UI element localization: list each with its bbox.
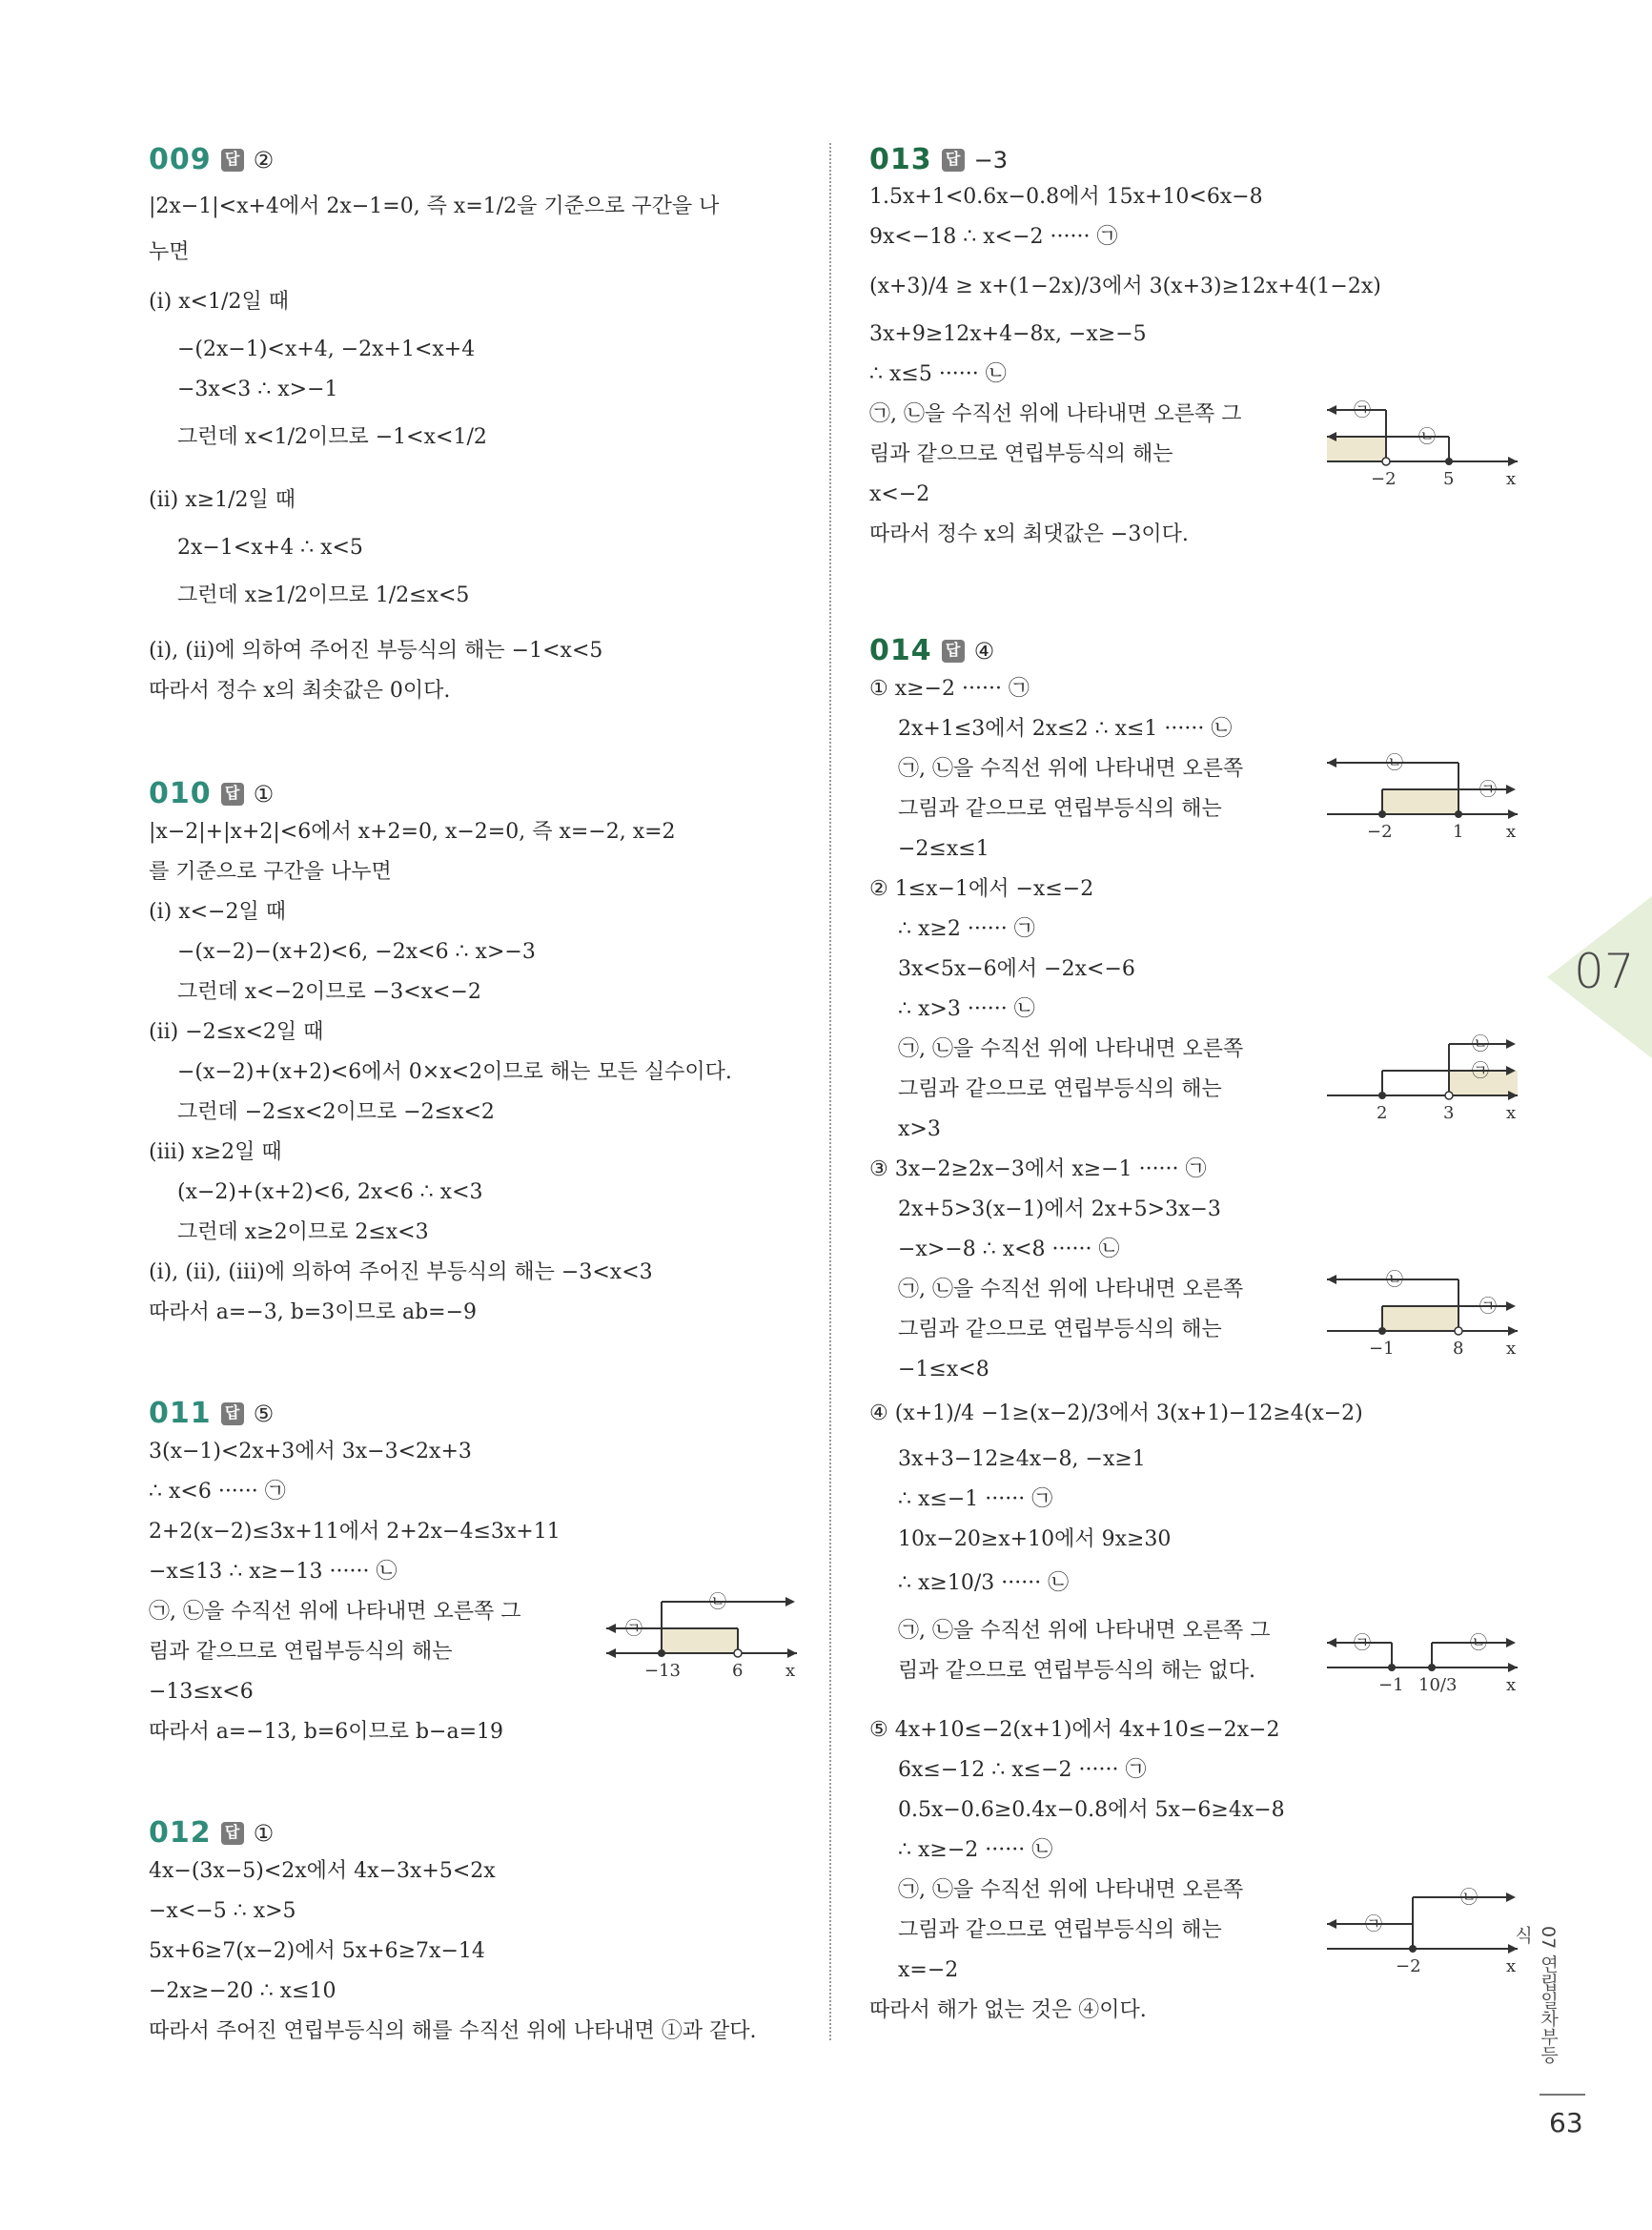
label-c2: ㉡ <box>1470 1633 1487 1653</box>
answer-badge: 답 <box>221 149 244 172</box>
number-line-014-1 <box>1327 753 1527 849</box>
text-line: 그런데 x≥1/2이므로 1/2≤x<5 <box>177 583 470 607</box>
text-line: 6x≤−12 ∴ x≤−2 ······ ㉠ <box>898 1758 1147 1782</box>
text-line: 4x−(3x−5)<2x에서 4x−3x+5<2x <box>149 1859 496 1883</box>
arrow-icon <box>1506 1301 1516 1311</box>
text-line: 그림과 같으므로 연립부등식의 해는 <box>898 1077 1222 1101</box>
text-line: 그런데 −2≤x<2이므로 −2≤x<2 <box>177 1100 495 1124</box>
arrow-icon <box>1506 1638 1516 1647</box>
solution-region <box>1382 1306 1458 1331</box>
answer-badge: 답 <box>942 640 965 663</box>
text-line: ㉠, ㉡을 수직선 위에 나타내면 오른쪽 <box>898 1278 1244 1301</box>
arrow-icon <box>1327 1638 1336 1647</box>
label-c2: ㉠ <box>1472 1061 1489 1081</box>
answer-value: −3 <box>973 146 1009 174</box>
tick-label: 6 <box>732 1661 744 1681</box>
solution-region <box>662 1628 738 1653</box>
problem-013-header <box>869 143 1008 176</box>
text-line: 3x+3−12≥4x−8, −x≥1 <box>898 1447 1146 1471</box>
answer-value: ① <box>253 780 275 808</box>
text-line: 5x+6≥7(x−2)에서 5x+6≥7x−14 <box>149 1939 485 1963</box>
text-line: 따라서 정수 x의 최댓값은 −3이다. <box>869 522 1189 546</box>
problem-number: 012 <box>149 1816 212 1850</box>
number-line-014-4 <box>1327 1616 1527 1721</box>
text-line: ∴ x≥10/3 ······ ㉡ <box>898 1571 1070 1595</box>
problem-number: 013 <box>869 143 932 176</box>
text-line: (ⅰ), (ⅱ)에 의하여 주어진 부등식의 해는 −1<x<5 <box>149 639 603 663</box>
closed-point <box>1428 1664 1436 1671</box>
text-line: (ⅰ) x<−2일 때 <box>149 900 286 924</box>
text-line: (x−2)+(x+2)<6, 2x<6 ∴ x<3 <box>177 1180 483 1204</box>
problem-number: 011 <box>149 1397 212 1430</box>
answer-value: ② <box>253 146 275 174</box>
text-line: (ⅲ) x≥2일 때 <box>149 1140 282 1164</box>
text-line: x>3 <box>898 1117 941 1141</box>
chapter-number: 07 <box>1574 944 1635 999</box>
text-line: −(x−2)+(x+2)<6에서 0×x<2이므로 해는 모든 실수이다. <box>177 1060 732 1084</box>
text-line: ㉠, ㉡을 수직선 위에 나타내면 오른쪽 <box>898 757 1244 781</box>
text-line: 3x+9≥12x+4−8x, −x≥−5 <box>869 322 1147 346</box>
answer-badge: 답 <box>942 149 965 172</box>
closed-point <box>1455 810 1462 818</box>
text-line: 그림과 같으므로 연립부등식의 해는 <box>898 797 1222 821</box>
text-line: ∴ x>3 ······ ㉡ <box>898 997 1035 1021</box>
text-line: 림과 같으므로 연립부등식의 해는 <box>869 442 1173 466</box>
closed-point <box>1378 810 1386 818</box>
open-point <box>1382 458 1390 465</box>
text-line: −2x≥−20 ∴ x≤10 <box>149 1979 337 2003</box>
text-line: ㉠, ㉡을 수직선 위에 나타내면 오른쪽 <box>898 1878 1244 1902</box>
text-line: 를 기준으로 구간을 나누면 <box>149 860 392 884</box>
arrow-icon <box>1327 758 1336 767</box>
arrow-icon <box>606 1624 616 1633</box>
column-divider <box>829 143 831 2040</box>
label-c1: ㉠ <box>1354 1633 1371 1653</box>
axis-arrow-icon <box>606 1648 616 1658</box>
problem-011-header <box>149 1397 274 1430</box>
text-line: ∴ x≤−1 ······ ㉠ <box>898 1487 1053 1511</box>
text-line: −(2x−1)<x+4, −2x+1<x+4 <box>177 338 476 361</box>
text-line: −x<−5 ∴ x>5 <box>149 1899 296 1923</box>
axis-arrow-icon <box>1508 457 1518 466</box>
text-line: ㉠, ㉡을 수직선 위에 나타내면 오른쪽 그 <box>149 1600 521 1624</box>
tick-label: 3 <box>1443 1103 1455 1123</box>
label-c2: ㉡ <box>1460 1888 1478 1908</box>
tick-label: −1 <box>1378 1675 1404 1695</box>
label-c1: ㉠ <box>625 1619 642 1639</box>
text-line: 누면 <box>149 240 190 264</box>
tick-label: −2 <box>1367 822 1393 842</box>
problem-009-header <box>149 143 274 176</box>
text-line: ③ 3x−2≥2x−3에서 x≥−1 ······ ㉠ <box>869 1157 1207 1181</box>
text-line: −x>−8 ∴ x<8 ······ ㉡ <box>898 1238 1120 1261</box>
label-c1: ㉠ <box>1354 400 1371 420</box>
text-line: ㉠, ㉡을 수직선 위에 나타내면 오른쪽 그 <box>898 1619 1271 1643</box>
problem-number: 009 <box>149 143 212 176</box>
label-c2: ㉡ <box>1418 427 1436 447</box>
arrow-icon <box>1506 1039 1516 1049</box>
text-line: |x−2|+|x+2|<6에서 x+2=0, x−2=0, 즉 x=−2, x=2 <box>149 820 676 844</box>
text-line: ㉠, ㉡을 수직선 위에 나타내면 오른쪽 <box>898 1037 1244 1061</box>
text-line: ∴ x≤5 ······ ㉡ <box>869 362 1007 386</box>
text-line: |2x−1|<x+4에서 2x−1=0, 즉 x=1/2을 기준으로 구간을 나 <box>149 194 720 218</box>
tick-label: −1 <box>1369 1339 1395 1359</box>
text-line: (ⅱ) x≥1/2일 때 <box>149 488 296 512</box>
text-line: 따라서 a=−13, b=6이므로 b−a=19 <box>149 1720 504 1744</box>
text-line: 2x+5>3(x−1)에서 2x+5>3x−3 <box>898 1197 1221 1221</box>
label-c1: ㉡ <box>1386 1270 1403 1290</box>
text-line: −3x<3 ∴ x>−1 <box>177 378 338 401</box>
tick-label: −13 <box>644 1661 681 1681</box>
text-line: (x+3)/4 ≥ x+(1−2x)/3에서 3(x+3)≥12x+4(1−2x) <box>869 275 1381 298</box>
chapter-side-title: 07 연립일차부등식 <box>1512 1926 1559 2064</box>
answer-badge: 답 <box>221 1402 244 1425</box>
number-line-013 <box>1327 400 1527 496</box>
open-point <box>1445 1092 1453 1099</box>
problem-012-header <box>149 1816 274 1850</box>
number-line-011 <box>606 1592 806 1688</box>
axis-var: x <box>1506 1103 1517 1123</box>
number-line-014-3 <box>1327 1270 1527 1365</box>
label-c1: ㉠ <box>1365 1914 1382 1934</box>
tick-label: 5 <box>1443 469 1455 489</box>
text-line: (ⅰ) x<1/2일 때 <box>149 290 289 314</box>
answer-value: ④ <box>973 637 995 665</box>
problem-number: 014 <box>869 634 932 667</box>
text-line: 그림과 같으므로 연립부등식의 해는 <box>898 1918 1222 1942</box>
arrow-icon <box>1506 1892 1516 1902</box>
text-line: 3(x−1)<2x+3에서 3x−3<2x+3 <box>149 1440 472 1463</box>
text-line: 따라서 주어진 연립부등식의 해를 수직선 위에 나타내면 ①과 같다. <box>149 2019 757 2043</box>
label-c2: ㉠ <box>1479 1297 1497 1317</box>
text-line: ④ (x+1)/4 −1≥(x−2)/3에서 3(x+1)−12≥4(x−2) <box>869 1401 1363 1425</box>
axis-arrow-icon <box>1508 1663 1518 1672</box>
text-line: 림과 같으므로 연립부등식의 해는 없다. <box>898 1659 1255 1683</box>
open-point <box>1455 1327 1462 1335</box>
number-line-014-5 <box>1327 1888 1527 1983</box>
tick-label: −2 <box>1371 469 1397 489</box>
arrow-icon <box>1327 405 1336 415</box>
open-point <box>734 1649 742 1657</box>
text-line: 그림과 같으므로 연립부등식의 해는 <box>898 1318 1222 1341</box>
number-line-014-2 <box>1327 1034 1527 1130</box>
text-line: 1.5x+1<0.6x−0.8에서 15x+10<6x−8 <box>869 185 1263 209</box>
tick-label: 10/3 <box>1418 1675 1458 1695</box>
axis-var: x <box>1506 822 1517 842</box>
tick-label: −2 <box>1396 1956 1421 1976</box>
closed-point <box>658 1649 665 1657</box>
text-line: 2+2(x−2)≤3x+11에서 2+2x−4≤3x+11 <box>149 1520 561 1544</box>
closed-point <box>1378 1327 1386 1335</box>
text-line: −(x−2)−(x+2)<6, −2x<6 ∴ x>−3 <box>177 940 536 964</box>
label-c1: ㉡ <box>1386 753 1403 773</box>
text-line: 따라서 a=−3, b=3이므로 ab=−9 <box>149 1300 478 1324</box>
text-line: ∴ x≥−2 ······ ㉡ <box>898 1838 1053 1862</box>
closed-point <box>1378 1092 1386 1099</box>
axis-var: x <box>1506 1956 1517 1976</box>
label-c1: ㉡ <box>1472 1034 1489 1054</box>
arrow-icon <box>1327 1275 1336 1284</box>
text-line: 따라서 정수 x의 최솟값은 0이다. <box>149 679 451 703</box>
axis-var: x <box>1506 1339 1517 1359</box>
tick-label: 1 <box>1453 822 1464 842</box>
arrow-icon <box>785 1597 795 1606</box>
closed-point <box>1445 458 1453 465</box>
text-line: −2≤x≤1 <box>898 837 989 861</box>
axis-var: x <box>785 1661 796 1681</box>
text-line: 0.5x−0.6≥0.4x−0.8에서 5x−6≥4x−8 <box>898 1798 1285 1822</box>
text-line: 그런데 x<−2이므로 −3<x<−2 <box>177 980 481 1004</box>
text-line: 그런데 x<1/2이므로 −1<x<1/2 <box>177 425 487 449</box>
text-line: 2x−1<x+4 ∴ x<5 <box>177 536 363 560</box>
text-line: 3x<5x−6에서 −2x<−6 <box>898 957 1135 981</box>
label-c2: ㉠ <box>1479 780 1497 800</box>
answer-value: ⑤ <box>253 1400 275 1427</box>
text-line: ⑤ 4x+10≤−2(x+1)에서 4x+10≤−2x−2 <box>869 1718 1280 1742</box>
problem-014-header <box>869 634 994 667</box>
answer-badge: 답 <box>221 783 244 806</box>
text-line: −1≤x<8 <box>898 1358 989 1381</box>
problem-010-header <box>149 777 274 810</box>
tick-label: 8 <box>1453 1339 1464 1359</box>
text-line: ㉠, ㉡을 수직선 위에 나타내면 오른쪽 그 <box>869 402 1242 426</box>
text-line: 10x−20≥x+10에서 9x≥30 <box>898 1527 1172 1551</box>
solution-region <box>1382 789 1458 814</box>
chapter-tab <box>1547 896 1652 1058</box>
label-c2: ㉡ <box>709 1592 726 1612</box>
closed-point <box>1409 1945 1417 1953</box>
text-line: 그런데 x≥2이므로 2≤x<3 <box>177 1220 429 1244</box>
text-line: ① x≥−2 ······ ㉠ <box>869 677 1030 701</box>
arrow-icon <box>1327 1919 1336 1929</box>
text-line: ② 1≤x−1에서 −x≤−2 <box>869 877 1094 901</box>
page-number-rule <box>1540 2094 1585 2096</box>
page-number: 63 <box>1549 2107 1583 2138</box>
text-line: ∴ x≥2 ······ ㉠ <box>898 917 1035 941</box>
problem-number: 010 <box>149 777 212 810</box>
axis-var: x <box>1506 469 1517 489</box>
axis-arrow-icon <box>1508 1326 1518 1336</box>
arrow-icon <box>1506 785 1516 794</box>
text-line: ∴ x<6 ······ ㉠ <box>149 1480 286 1504</box>
text-line: (ⅱ) −2≤x<2일 때 <box>149 1020 324 1044</box>
text-line: 따라서 해가 없는 것은 ④이다. <box>869 1998 1147 2022</box>
axis-var: x <box>1506 1675 1517 1695</box>
text-line: x=−2 <box>898 1958 959 1982</box>
axis-arrow-icon <box>1508 1944 1518 1954</box>
text-line: 9x<−18 ∴ x<−2 ······ ㉠ <box>869 225 1118 249</box>
closed-point <box>1388 1664 1396 1671</box>
answer-badge: 답 <box>221 1822 244 1845</box>
text-line: −x≤13 ∴ x≥−13 ······ ㉡ <box>149 1560 398 1584</box>
text-line: −13≤x<6 <box>149 1680 254 1704</box>
text-line: 2x+1≤3에서 2x≤2 ∴ x≤1 ······ ㉡ <box>898 717 1233 741</box>
answer-value: ① <box>253 1819 275 1847</box>
text-line: x<−2 <box>869 482 930 506</box>
axis-arrow-icon <box>1508 809 1518 819</box>
text-line: 림과 같으므로 연립부등식의 해는 <box>149 1640 453 1664</box>
text-line: (ⅰ), (ⅱ), (ⅲ)에 의하여 주어진 부등식의 해는 −3<x<3 <box>149 1260 653 1284</box>
axis-arrow-icon <box>787 1648 797 1658</box>
tick-label: 2 <box>1377 1103 1388 1123</box>
